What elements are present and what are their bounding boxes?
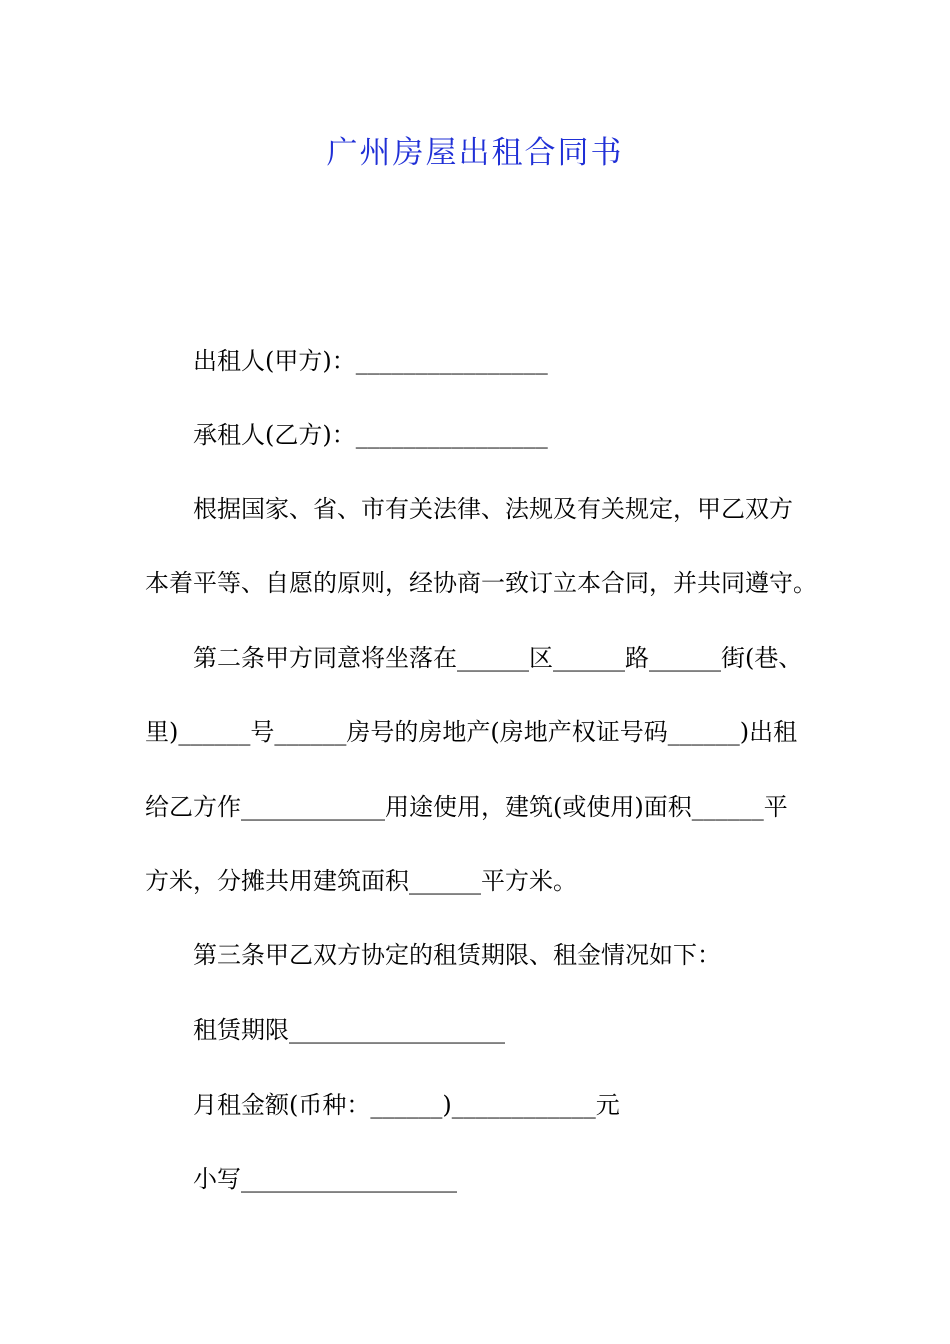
article-2-line-3: 给乙方作____________用途使用，建筑(或使用)面积______平	[145, 793, 788, 821]
lessee-line: 承租人(乙方)：________________	[193, 421, 548, 449]
document-title: 广州房屋出租合同书	[326, 135, 624, 171]
monthly-rent-line: 月租金额(币种：______)____________元	[193, 1091, 620, 1119]
amount-lowercase-line: 小写__________________	[193, 1165, 457, 1193]
article-2-line-1: 第二条甲方同意将坐落在______区______路______街(巷、	[193, 644, 803, 672]
article-3-line: 第三条甲乙双方协定的租赁期限、租金情况如下：	[193, 941, 721, 969]
article-2-line-2: 里)______号______房号的房地产(房地产权证号码______)出租	[145, 718, 798, 746]
article-2-line-4: 方米，分摊共用建筑面积______平方米。	[145, 867, 577, 895]
preamble-line-1: 根据国家、省、市有关法律、法规及有关规定，甲乙双方	[193, 495, 793, 523]
lease-term-line: 租赁期限__________________	[193, 1016, 505, 1044]
lessor-line: 出租人(甲方)：________________	[193, 347, 548, 375]
preamble-line-2: 本着平等、自愿的原则，经协商一致订立本合同，并共同遵守。	[145, 569, 817, 597]
